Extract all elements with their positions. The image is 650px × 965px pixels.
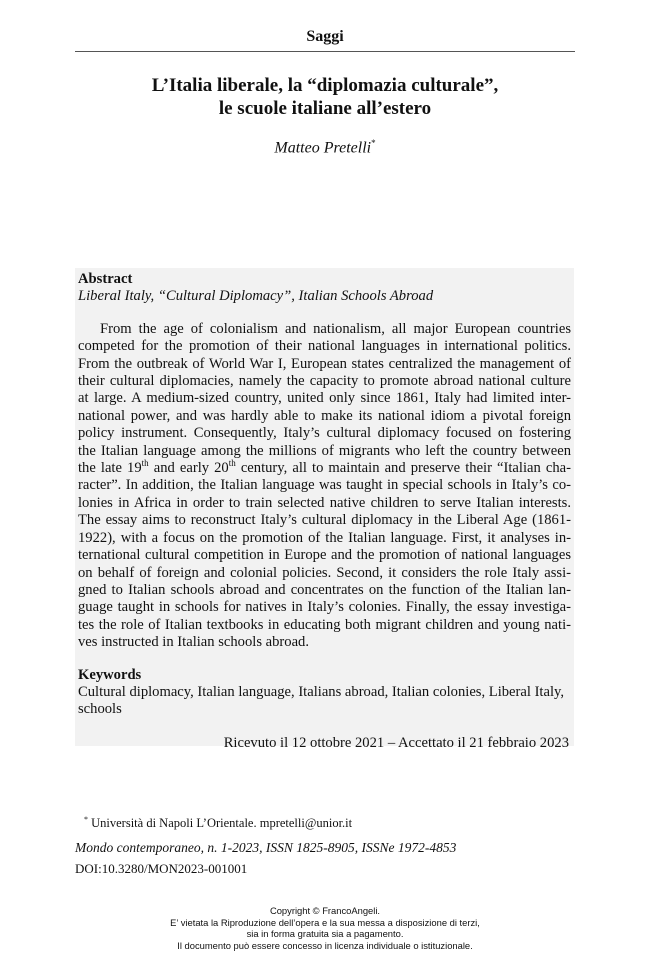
abstract-line: ves instructed in Italian schools abroad. xyxy=(78,634,310,651)
footnote-mark: * xyxy=(84,815,88,824)
received-accepted-dates: Ricevuto il 12 ottobre 2021 – Accettato il 21 febbraio 2023 xyxy=(223,734,569,751)
abstract-subtitle: Liberal Italy, “Cultural Diplomacy”, Italian Schools Abroad xyxy=(78,288,434,305)
keywords-list: Cultural diplomacy, Italian language, Italians abroad, Italian colonies, Liberal Italy, schools xyxy=(78,683,565,718)
abstract-line: the Italian language among the millions of migrants who left the country between xyxy=(78,442,571,459)
abstract-line-part: and early 20 xyxy=(148,460,229,477)
abstract-line: policy instrument. Consequently, Italy’s cultural diplomacy focused on fostering xyxy=(78,425,571,442)
abstract-line: racter”. In addition, the Italian language was taught in special schools in Italy’s co- xyxy=(78,477,571,494)
keywords-heading: Keywords xyxy=(78,666,142,683)
abstract-line-part: the late 19 xyxy=(78,460,142,477)
copyright-line-4: Il documento può essere concesso in licenza individuale o istituzionale. xyxy=(177,939,473,951)
author-name-text: Matteo Pretelli xyxy=(274,139,372,157)
abstract-line: their cultural diplomacies, namely the capacity to promote abroad national culture xyxy=(78,373,571,390)
abstract-line: lonies in Africa in order to train selected native children to serve Italian interests. xyxy=(78,494,571,511)
doi: DOI:10.3280/MON2023-001001 xyxy=(75,861,248,876)
abstract-line: tes the role of Italian textbooks in educating both migrant children and young nati- xyxy=(78,616,571,633)
abstract-heading: Abstract xyxy=(78,271,133,287)
footnote-text: Università di Napoli L’Orientale. mpretelli@unior.it xyxy=(88,816,353,831)
abstract-line: at large. A medium-sized country, united only since 1861, Italy had limited inter- xyxy=(78,390,571,407)
abstract-line: From the outbreak of World War I, European states centralized the management of xyxy=(78,355,571,372)
abstract-line: guage taught in schools for natives in Italy’s colonies. Finally, the essay investiga- xyxy=(78,599,571,616)
copyright-line-1: Copyright © FrancoAngeli. xyxy=(269,905,381,916)
copyright-line-3: sia in forma gratuita sia a pagamento. xyxy=(246,928,404,940)
abstract-line: competed for the promotion of their national languages in international politics. xyxy=(78,338,571,355)
abstract-line: The essay aims to reconstruct Italy’s cultural diplomacy in the Liberal Age (1861- xyxy=(78,512,571,529)
abstract-box xyxy=(75,268,574,751)
article-title-line-1: L’Italia liberale, la “diplomazia culturale”, xyxy=(151,75,499,96)
author-footnote-mark: * xyxy=(371,138,376,148)
abstract-line: ternational cultural competition in Europe and the promotion of national languages xyxy=(78,547,571,564)
copyright-notice xyxy=(75,905,575,951)
abstract-line: gned to Italian schools abroad and concentrates on the function of the Italian lan- xyxy=(78,581,571,598)
author-footnote xyxy=(84,815,352,831)
ordinal-suffix: th xyxy=(228,458,236,469)
abstract-line: 1922), with a focus on the promotion of the Italian language. First, it analyses in- xyxy=(78,529,571,546)
journal-citation: Mondo contemporaneo, n. 1-2023, ISSN 1825-8905, ISSNe 1972-4853 xyxy=(75,840,457,855)
abstract-line-part: century, all to maintain and preserve their “Italian cha- xyxy=(240,460,571,477)
abstract-line: on behalf of foreign and colonial policies. Second, it considers the role Italy assi- xyxy=(78,564,571,581)
copyright-line-2: E’ vietata la Riproduzione dell’opera e la sua messa a disposizione di terzi, xyxy=(170,916,480,928)
article-title xyxy=(75,74,575,120)
abstract-line: national power, and was hardly able to make its national idiom a pivotal foreign xyxy=(78,407,571,424)
author-name xyxy=(75,138,575,157)
abstract-body xyxy=(78,321,571,652)
article-title-line-2: le scuole italiane all’estero xyxy=(218,98,432,119)
section-header: Saggi xyxy=(75,28,575,52)
abstract-line-ordinal xyxy=(78,460,571,477)
abstract-line: From the age of colonialism and nationalism, all major European countries xyxy=(100,320,571,337)
ordinal-suffix: th xyxy=(141,458,149,469)
